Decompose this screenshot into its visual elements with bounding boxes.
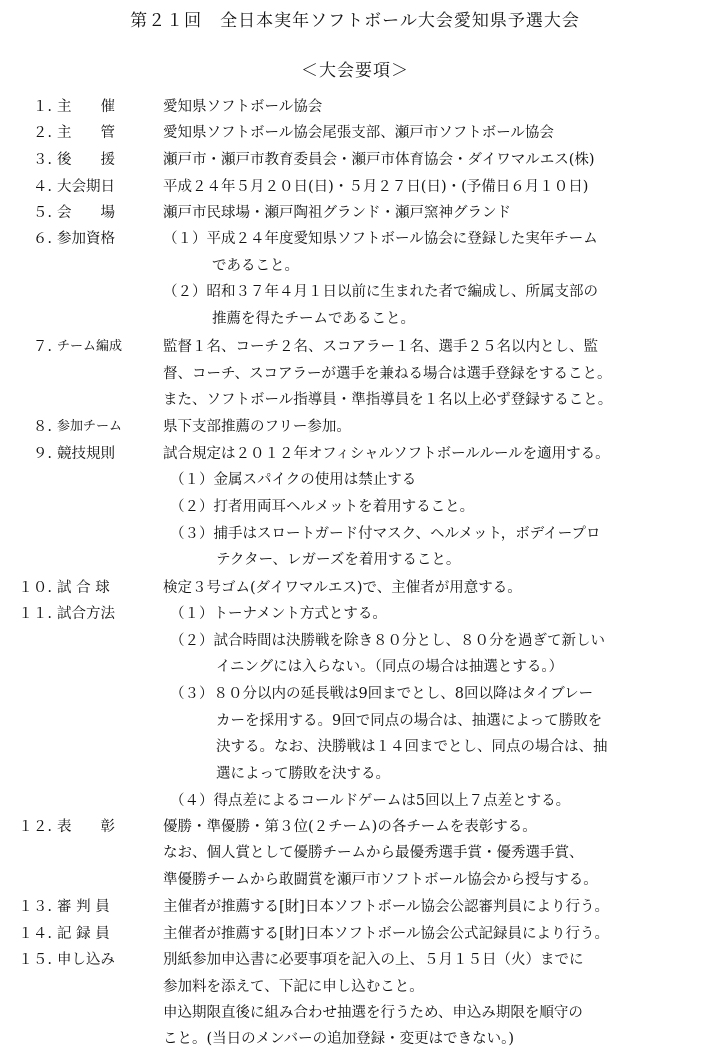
- item-text: 試合規定は２０１２年オフィシャルソフトボールルールを適用する。: [163, 446, 610, 462]
- item-text: 推薦を得たチームであること。: [212, 311, 415, 327]
- item-team-composition-cont: [0, 362, 710, 386]
- item-game-method: [0, 602, 710, 626]
- item-text: （３）８０分以内の延長戦は9回までとし、8回以降はタイブレー: [170, 686, 594, 702]
- item-team-composition-cont: [0, 388, 710, 412]
- item-label: 記 録 員: [57, 926, 110, 942]
- item-text: （４）得点差によるコールドゲームは5回以上７点差とする。: [170, 793, 571, 809]
- item-text: また、ソフトボール指導員・準指導員を１名以上必ず登録すること。: [163, 392, 613, 408]
- item-text: 検定３号ゴム(ダイワマルエス)で、主催者が用意する。: [163, 580, 522, 596]
- item-game-method-cont: [0, 762, 710, 786]
- item-scorers: [0, 922, 710, 946]
- item-text: こと。(当日のメンバーの追加登録・変更はできない。): [163, 1031, 515, 1047]
- item-game-ball: [0, 576, 710, 600]
- item-text: 申込期限直後に組み合わせ抽選を行うため、申込み期限を順守の: [163, 1005, 583, 1021]
- item-rules-cont: [0, 468, 710, 492]
- item-number: １１.: [18, 606, 52, 622]
- item-game-method-cont: [0, 709, 710, 733]
- item-number: ６.: [32, 231, 52, 247]
- item-game-method-cont: [0, 682, 710, 706]
- item-text: 主催者が推薦する[財]日本ソフトボール協会公式記録員により行う。: [163, 926, 610, 942]
- item-number: １３.: [18, 899, 52, 915]
- item-text: 準優勝チームから敢闘賞を瀬戸市ソフトボール協会から授与する。: [163, 872, 598, 888]
- item-organizer: [0, 95, 710, 119]
- item-text: であること。: [212, 258, 299, 274]
- item-number: ２.: [32, 125, 52, 141]
- item-number: ９.: [32, 446, 52, 462]
- item-number: ３.: [32, 152, 52, 168]
- item-label: 参加チーム: [57, 419, 123, 434]
- item-eligibility-cont: [0, 254, 710, 278]
- item-label: 大会期日: [57, 179, 115, 195]
- item-text: イニングには入らない。（同点の場合は抽選とする。）: [216, 659, 564, 675]
- item-number: ８.: [32, 419, 52, 435]
- item-game-method-cont: [0, 735, 710, 759]
- item-text: 参加料を添えて、下記に申し込むこと。: [163, 979, 424, 995]
- item-number: ７.: [32, 339, 52, 355]
- item-label: 主 管: [57, 125, 115, 141]
- item-participating-teams: [0, 415, 710, 439]
- item-application-cont: [0, 1027, 710, 1051]
- item-management: [0, 121, 710, 145]
- item-umpires: [0, 895, 710, 919]
- item-number: １４.: [18, 926, 52, 942]
- document-title: 第２１回 全日本実年ソフトボール大会愛知県予選大会: [130, 11, 580, 31]
- item-number: ５.: [32, 205, 52, 221]
- item-number: １０.: [18, 580, 52, 596]
- item-text: （２）打者用両耳ヘルメットを着用すること。: [170, 499, 475, 515]
- item-label: 参加資格: [57, 231, 115, 247]
- item-rules-cont: [0, 495, 710, 519]
- item-eligibility: [0, 227, 710, 251]
- item-eligibility-cont: [0, 280, 710, 304]
- item-text: 瀬戸市民球場・瀬戸陶祖グランド・瀬戸窯神グランド: [163, 205, 511, 221]
- item-text: 愛知県ソフトボール協会尾張支部、瀬戸市ソフトボール協会: [163, 125, 554, 141]
- item-text: なお、個人賞として優勝チームから最優秀選手賞・優秀選手賞、: [163, 845, 584, 861]
- item-support: [0, 148, 710, 172]
- item-text: 瀬戸市・瀬戸市教育委員会・瀬戸市体育協会・ダイワマルエス(株): [163, 152, 595, 168]
- item-label: 申し込み: [57, 952, 115, 968]
- item-text: 決する。なお、決勝戦は１４回までとし、同点の場合は、抽: [216, 739, 608, 755]
- item-label: チーム編成: [57, 339, 123, 354]
- item-label: 試合方法: [57, 606, 115, 622]
- item-application-cont: [0, 1001, 710, 1025]
- item-label: 主 催: [57, 99, 115, 115]
- item-team-composition: [0, 335, 710, 359]
- section-heading: ＜大会要項＞: [301, 61, 409, 81]
- item-text: （１）平成２４年度愛知県ソフトボール協会に登録した実年チーム: [163, 231, 598, 247]
- item-application-cont: [0, 975, 710, 999]
- item-label: 試 合 球: [57, 580, 110, 596]
- item-text: 県下支部推薦のフリー参加。: [163, 419, 351, 435]
- item-text: （１）金属スパイクの使用は禁止する: [170, 472, 417, 488]
- item-awards-cont: [0, 868, 710, 892]
- item-text: （３）捕手はスロートガード付マスク、ヘルメット，ボデイープロ: [170, 526, 601, 542]
- item-rules: [0, 442, 710, 466]
- item-dates: [0, 175, 710, 199]
- item-text: 選によって勝敗を決する。: [216, 766, 390, 782]
- item-text: 督、コーチ、スコアラーが選手を兼ねる場合は選手登録をすること。: [163, 366, 612, 382]
- item-text: 監督１名、コーチ２名、スコアラー１名、選手２５名以内とし、監: [163, 339, 598, 355]
- item-label: 審 判 員: [57, 899, 110, 915]
- item-text: （２）試合時間は決勝戦を除き８０分とし、８０分を過ぎて新しい: [170, 633, 605, 649]
- item-awards: [0, 815, 710, 839]
- item-label: 表 彰: [57, 819, 115, 835]
- item-game-method-cont: [0, 789, 710, 813]
- item-awards-cont: [0, 841, 710, 865]
- item-text: （１）トーナメント方式とする。: [170, 606, 387, 622]
- item-venue: [0, 201, 710, 225]
- item-number: １５.: [18, 952, 52, 968]
- item-text: カーを採用する。9回で同点の場合は、抽選によって勝敗を: [216, 713, 603, 729]
- item-eligibility-cont: [0, 307, 710, 331]
- item-text: テクター、レガーズを着用すること。: [216, 552, 461, 568]
- item-rules-cont: [0, 548, 710, 572]
- item-number: １.: [32, 99, 52, 115]
- item-text: 優勝・準優勝・第３位(２チーム)の各チームを表彰する。: [163, 819, 537, 835]
- item-text: 別紙参加申込書に必要事項を記入の上、５月１５日（火）までに: [163, 952, 584, 968]
- item-text: 主催者が推薦する[財]日本ソフトボール協会公認審判員により行う。: [163, 899, 610, 915]
- item-text: （２）昭和３７年４月１日以前に生まれた者で編成し、所属支部の: [163, 284, 598, 300]
- item-label: 競技規則: [57, 446, 115, 462]
- item-game-method-cont: [0, 655, 710, 679]
- item-rules-cont: [0, 522, 710, 546]
- item-text: 平成２４年５月２０日(日)・５月２７日(日)・(予備日６月１０日): [163, 179, 589, 195]
- item-text: 愛知県ソフトボール協会: [163, 99, 323, 115]
- item-label: 後 援: [57, 152, 115, 168]
- item-application: [0, 948, 710, 972]
- item-number: ４.: [32, 179, 52, 195]
- item-game-method-cont: [0, 629, 710, 653]
- item-label: 会 場: [57, 205, 115, 221]
- item-number: １２.: [18, 819, 52, 835]
